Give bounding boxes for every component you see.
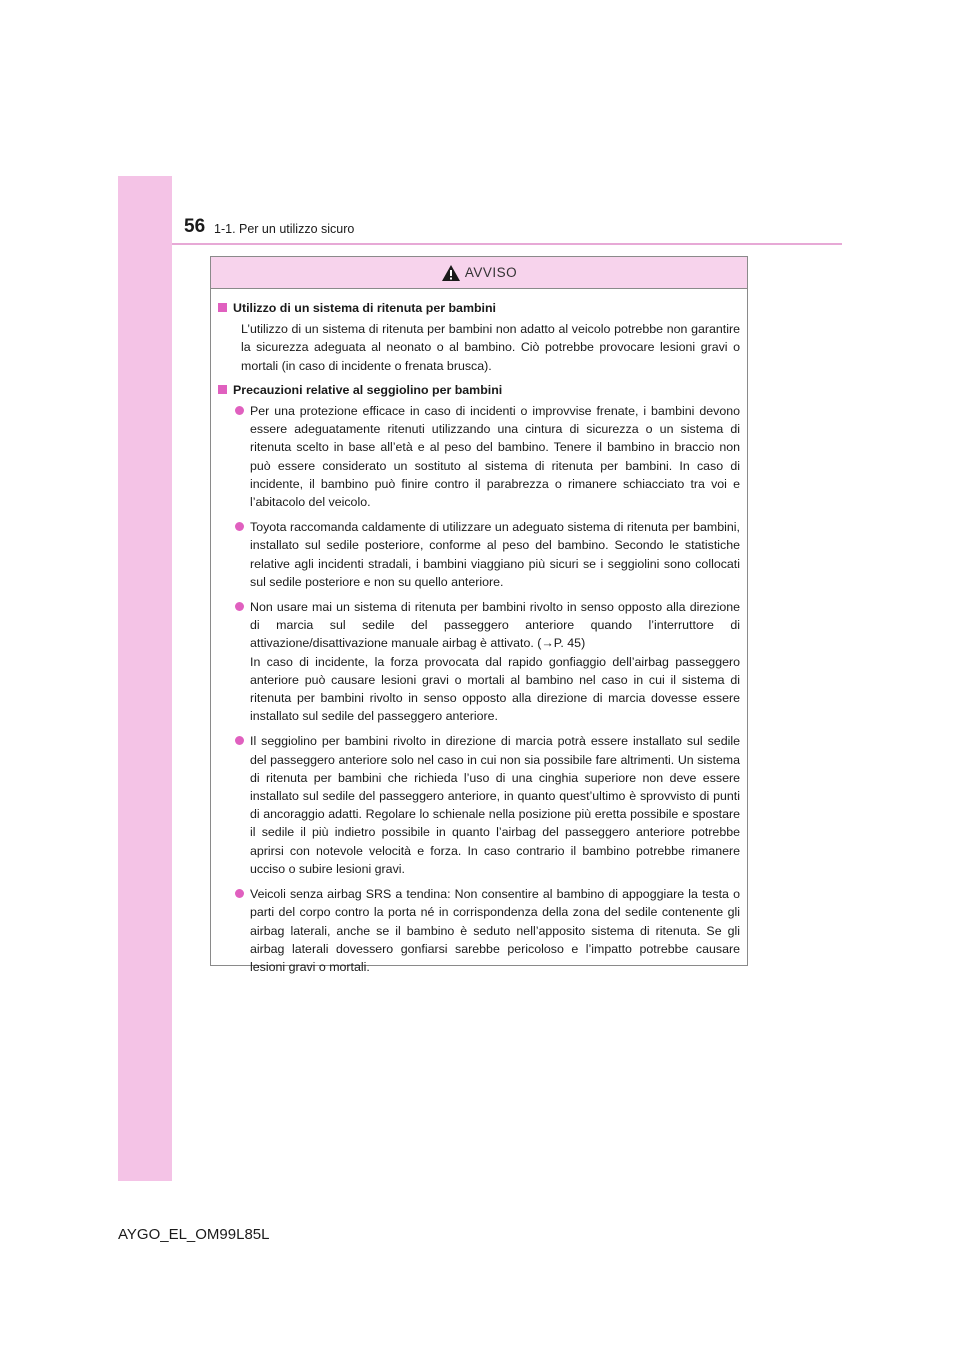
side-color-strip (118, 176, 172, 1181)
square-bullet-icon (218, 385, 227, 394)
circle-bullet-icon (235, 736, 244, 745)
list-item-text: Non usare mai un sistema di ritenuta per bambini rivolto in senso opposto alla direzione di marcia sul sedile del passeggero anteriore quando l’interruttore di attivazione/disattivazione manuale airbag è attivato. (→P. 45) In caso di incidente, la forza provocata dal rapido gonfiaggio dell’airbag passeggero anteriore può causare lesioni gravi o mortali al bambino nel caso in cui il sistema di ritenuta per bambini rivolto in senso opposto alla direzione di marcia dovesse essere installato sul sedile del passeggero anteriore. (250, 600, 740, 724)
list-item-text: Veicoli senza airbag SRS a tendina: Non consentire al bambino di appoggiare la testa o parti del corpo contro la porta né in corrispondenza della zona del sedile contenente gli airbag laterali, anche se il bambino è seduto nell’apposito sistema di ritenuta. Se gli airbag laterali dovessero gonfiarsi sarebbe pericoloso e l’impatto potrebbe causare lesioni gravi o mortali. (250, 887, 740, 974)
warning-body (211, 289, 747, 976)
warning-header (211, 257, 747, 289)
list-item-text: Per una protezione efficace in caso di incidenti o improvvise frenate, i bambini devono essere adeguatamente ritenuti utilizzando una cintura di sicurezza o un sistema di ritenuta scelto in base all’età e al peso del bambino. Tenere il bambino in braccio non può essere considerato un sostituto al sistema di ritenuta per bambini. In caso di incidente, il bambino può finire contro il parabrezza o rimanere schiacciato tra voi e l’abitacolo del veicolo. (250, 404, 740, 510)
square-bullet-icon (218, 303, 227, 312)
list-item (218, 598, 740, 725)
circle-bullet-icon (235, 889, 244, 898)
section-heading (218, 381, 740, 399)
circle-bullet-icon (235, 602, 244, 611)
list-item (218, 518, 740, 591)
section-heading-text: Utilizzo di un sistema di ritenuta per bambini (233, 301, 496, 315)
section-heading-text: Precauzioni relative al seggiolino per bambini (233, 382, 503, 397)
list-item (218, 402, 740, 511)
circle-bullet-icon (235, 522, 244, 531)
list-item (218, 732, 740, 878)
warning-title: AVVISO (464, 265, 518, 280)
list-item (218, 885, 740, 976)
warning-box (210, 256, 748, 974)
document-code: AYGO_EL_OM99L85L (118, 1226, 270, 1243)
warning-triangle-icon (441, 264, 461, 282)
page-number: 56 (184, 216, 206, 237)
list-item-text: Il seggiolino per bambini rivolto in direzione di marcia potrà essere installato sul sedile del passeggero anteriore solo nel caso in cui non sia possibile fare altrimenti. Un sistema di ritenuta per bambini che richieda l’uso di una cinghia superiore non deve essere installato sul sedile del passeggero anteriore, in quanto quest’ultimo è sprovvisto di punti di ancoraggio adatti. Regolare lo schienale nella posizione più eretta possibile e spostare il sedile il più indietro possibile in quanto l’airbag del passeggero anteriore potrebbe aprirsi con notevole velocità e forza. In caso contrario il bambino potrebbe rimanere ucciso o subire lesioni gravi. (250, 734, 740, 876)
section-paragraph: L’utilizzo di un sistema di ritenuta per bambini non adatto al veicolo potrebbe non garantire la sicurezza adeguata al neonato o al bambino. Ciò potrebbe provocare lesioni gravi o mortali (in caso di incidente o frenata brusca). (241, 322, 740, 373)
section-title: 1-1. Per un utilizzo sicuro (214, 222, 355, 236)
header-divider (172, 243, 842, 245)
section-heading (218, 299, 740, 317)
list-item-text: Toyota raccomanda caldamente di utilizzare un adeguato sistema di ritenuta per bambini, installato sul sedile posteriore, conforme al peso del bambino. Secondo le statistiche relative agli incidenti stradali, i bambini viaggiano più sicuri se i seggiolini sono collocati sul sedile posteriore e non su quello anteriore. (250, 520, 740, 589)
circle-bullet-icon (235, 406, 244, 415)
